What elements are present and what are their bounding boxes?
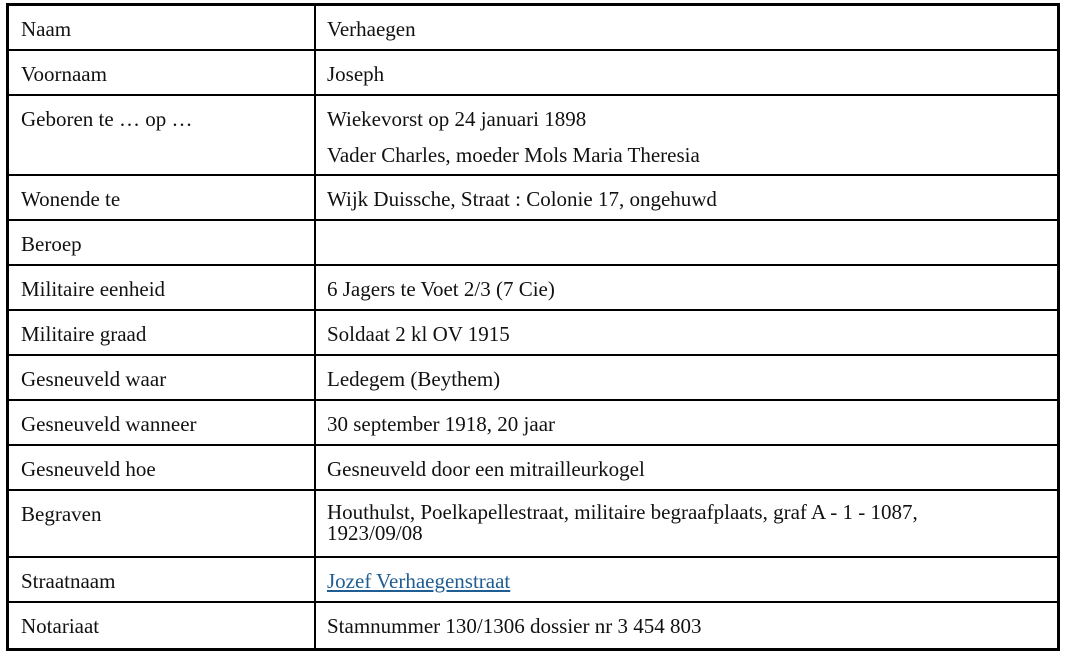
row-label: Begraven xyxy=(9,491,316,556)
burial-date-line: 1923/09/08 xyxy=(327,521,423,545)
row-value: Stamnummer 130/1306 dossier nr 3 454 803 xyxy=(327,614,702,638)
table-row-beroep xyxy=(9,221,1057,266)
table-row-straatnaam xyxy=(9,558,1057,603)
table-row-militaire-eenheid xyxy=(9,266,1057,311)
row-label: Voornaam xyxy=(9,51,316,94)
parents-line: Vader Charles, moeder Mols Maria Theresia xyxy=(327,143,700,167)
street-name-link[interactable]: Jozef Verhaegenstraat xyxy=(327,569,511,593)
table-row-begraven xyxy=(9,491,1057,558)
row-label: Gesneuveld hoe xyxy=(9,446,316,489)
birth-line: Wiekevorst op 24 januari 1898 xyxy=(327,107,587,131)
table-row-notariaat xyxy=(9,603,1057,648)
row-value: 6 Jagers te Voet 2/3 (7 Cie) xyxy=(327,277,555,301)
table-row-gesneuveld-hoe xyxy=(9,446,1057,491)
table-row-geboren xyxy=(9,96,1057,176)
row-value: 30 september 1918, 20 jaar xyxy=(327,412,556,436)
row-value xyxy=(316,491,1057,556)
table-row-gesneuveld-waar xyxy=(9,356,1057,401)
row-label: Notariaat xyxy=(9,603,316,648)
row-label: Wonende te xyxy=(9,176,316,219)
table-row-wonende xyxy=(9,176,1057,221)
burial-line: Houthulst, Poelkapellestraat, militaire begraafplaats, graf A - 1 - 1087, xyxy=(327,500,918,524)
row-value: Ledegem (Beythem) xyxy=(327,367,501,391)
row-label: Gesneuveld waar xyxy=(9,356,316,399)
row-value: Soldaat 2 kl OV 1915 xyxy=(327,322,510,346)
row-label: Militaire eenheid xyxy=(9,266,316,309)
row-label: Beroep xyxy=(9,221,316,264)
table-row-militaire-graad xyxy=(9,311,1057,356)
row-label: Gesneuveld wanneer xyxy=(9,401,316,444)
table-row-gesneuveld-wanneer xyxy=(9,401,1057,446)
row-value: Gesneuveld door een mitrailleurkogel xyxy=(327,457,645,481)
row-value: Joseph xyxy=(327,62,385,86)
record-table xyxy=(6,3,1060,651)
row-value: Wijk Duissche, Straat : Colonie 17, ongehuwd xyxy=(327,187,717,211)
row-label: Straatnaam xyxy=(9,558,316,601)
row-value xyxy=(316,558,1057,601)
row-value: Verhaegen xyxy=(327,17,416,41)
row-label: Militaire graad xyxy=(9,311,316,354)
row-value xyxy=(316,221,1057,264)
row-label: Geboren te … op … xyxy=(9,96,316,174)
row-value xyxy=(316,96,1057,174)
table-row-voornaam xyxy=(9,51,1057,96)
row-label: Naam xyxy=(9,6,316,49)
table-row-naam xyxy=(9,6,1057,51)
